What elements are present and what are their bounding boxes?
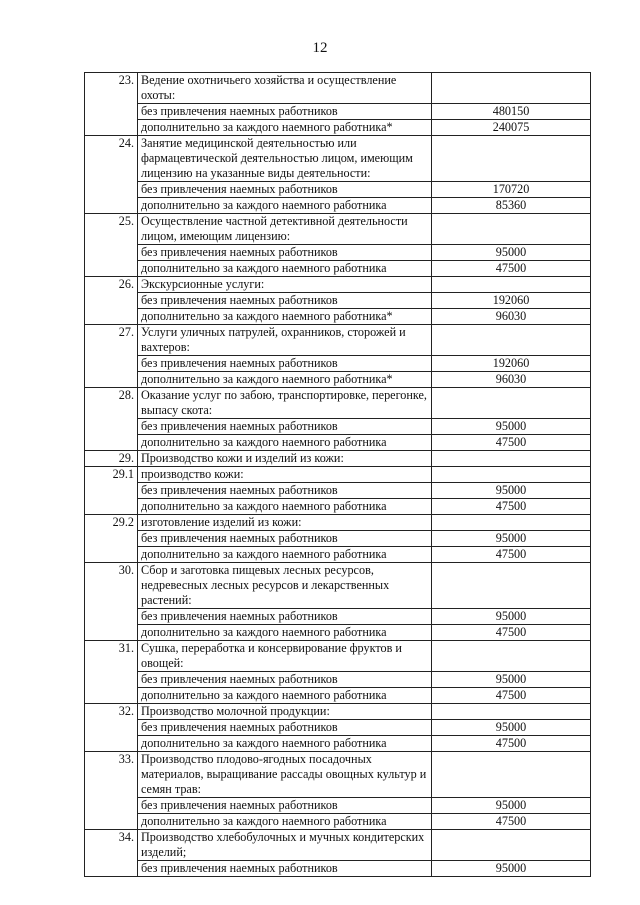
rate-value: 95000 [432, 672, 591, 688]
table-row [85, 104, 591, 120]
rate-value: 95000 [432, 798, 591, 814]
table-row [85, 309, 591, 325]
rate-condition: дополнительно за каждого наемного работника [138, 261, 432, 277]
table-row [85, 814, 591, 830]
activity-description: производство кожи: [138, 467, 432, 483]
rate-value: 192060 [432, 293, 591, 309]
rate-value: 96030 [432, 309, 591, 325]
rate-value: 47500 [432, 736, 591, 752]
rate-condition: без привлечения наемных работников [138, 293, 432, 309]
table-row [85, 672, 591, 688]
rate-value-empty [432, 73, 591, 104]
rate-value: 240075 [432, 120, 591, 136]
rate-condition: дополнительно за каждого наемного работника* [138, 372, 432, 388]
table-row [85, 73, 591, 104]
table-body [85, 73, 591, 877]
rate-value: 47500 [432, 499, 591, 515]
rate-value-empty [432, 467, 591, 483]
activity-description: Осуществление частной детективной деятельности лицом, имеющим лицензию: [138, 214, 432, 245]
table-row [85, 372, 591, 388]
table-row [85, 704, 591, 720]
rate-condition: без привлечения наемных работников [138, 104, 432, 120]
rate-condition: дополнительно за каждого наемного работника [138, 547, 432, 563]
rate-condition: без привлечения наемных работников [138, 245, 432, 261]
rate-value: 95000 [432, 720, 591, 736]
rate-condition: без привлечения наемных работников [138, 483, 432, 499]
item-number: 23. [85, 73, 138, 136]
rate-value-empty [432, 704, 591, 720]
table-row [85, 198, 591, 214]
table-row [85, 467, 591, 483]
table-row [85, 531, 591, 547]
rate-condition: дополнительно за каждого наемного работника [138, 736, 432, 752]
rate-condition: дополнительно за каждого наемного работника [138, 198, 432, 214]
rate-value: 192060 [432, 356, 591, 372]
table-row [85, 752, 591, 798]
table-row [85, 736, 591, 752]
rate-condition: дополнительно за каждого наемного работника [138, 435, 432, 451]
rate-value-empty [432, 214, 591, 245]
table-row [85, 547, 591, 563]
rate-condition: без привлечения наемных работников [138, 861, 432, 877]
table-row [85, 483, 591, 499]
rate-condition: дополнительно за каждого наемного работника* [138, 309, 432, 325]
table-row [85, 688, 591, 704]
table-row [85, 798, 591, 814]
item-number: 32. [85, 704, 138, 752]
table-row [85, 720, 591, 736]
rate-value-empty [432, 325, 591, 356]
rate-value: 95000 [432, 483, 591, 499]
rate-condition: дополнительно за каждого наемного работника [138, 688, 432, 704]
rate-value: 95000 [432, 861, 591, 877]
table-row [85, 830, 591, 861]
rate-value: 95000 [432, 609, 591, 625]
table-row [85, 325, 591, 356]
table-row [85, 625, 591, 641]
activity-description: Производство плодово-ягодных посадочных материалов, выращивание рассады овощных культур и семян трав: [138, 752, 432, 798]
activity-description: Сбор и заготовка пищевых лесных ресурсов, недревесных лесных ресурсов и лекарственных растений: [138, 563, 432, 609]
item-number: 34. [85, 830, 138, 877]
table-row [85, 214, 591, 245]
rate-condition: дополнительно за каждого наемного работника [138, 625, 432, 641]
rate-condition: дополнительно за каждого наемного работника [138, 814, 432, 830]
rate-value-empty [432, 388, 591, 419]
table-row [85, 182, 591, 198]
item-number: 26. [85, 277, 138, 325]
table-row [85, 293, 591, 309]
table-row [85, 515, 591, 531]
rate-condition: без привлечения наемных работников [138, 720, 432, 736]
rate-value: 47500 [432, 625, 591, 641]
table-row [85, 120, 591, 136]
activity-description: Сушка, переработка и консервирование фруктов и овощей: [138, 641, 432, 672]
table-row [85, 435, 591, 451]
activity-description: Занятие медицинской деятельностью или фармацевтической деятельностью лицом, имеющим лицензию на указанные виды деятельности: [138, 136, 432, 182]
rate-value: 47500 [432, 814, 591, 830]
rate-condition: без привлечения наемных работников [138, 182, 432, 198]
rate-value: 170720 [432, 182, 591, 198]
tax-rate-table [84, 72, 591, 877]
table-row [85, 356, 591, 372]
item-number: 31. [85, 641, 138, 704]
rate-value-empty [432, 752, 591, 798]
table-row [85, 388, 591, 419]
activity-description: Ведение охотничьего хозяйства и осуществление охоты: [138, 73, 432, 104]
item-number: 30. [85, 563, 138, 641]
rate-value-empty [432, 277, 591, 293]
rate-value: 95000 [432, 245, 591, 261]
table-row [85, 563, 591, 609]
item-number: 24. [85, 136, 138, 214]
item-number: 28. [85, 388, 138, 451]
activity-description: Экскурсионные услуги: [138, 277, 432, 293]
rate-value-empty [432, 515, 591, 531]
rate-condition: дополнительно за каждого наемного работника* [138, 120, 432, 136]
rate-value: 47500 [432, 261, 591, 277]
rate-condition: без привлечения наемных работников [138, 609, 432, 625]
item-number: 29.2 [85, 515, 138, 563]
rate-value: 85360 [432, 198, 591, 214]
table-row [85, 451, 591, 467]
item-number: 25. [85, 214, 138, 277]
table-row [85, 277, 591, 293]
activity-description: изготовление изделий из кожи: [138, 515, 432, 531]
table-row [85, 245, 591, 261]
item-number: 29.1 [85, 467, 138, 515]
activity-description: Услуги уличных патрулей, охранников, сторожей и вахтеров: [138, 325, 432, 356]
activity-description: Оказание услуг по забою, транспортировке, перегонке, выпасу скота: [138, 388, 432, 419]
table-row [85, 609, 591, 625]
table-row [85, 419, 591, 435]
table-row [85, 861, 591, 877]
item-number: 29. [85, 451, 138, 467]
rate-value-empty [432, 830, 591, 861]
page-number: 12 [312, 40, 328, 56]
rate-value-empty [432, 451, 591, 467]
activity-description: Производство кожи и изделий из кожи: [138, 451, 432, 467]
rate-condition: без привлечения наемных работников [138, 356, 432, 372]
rate-condition: без привлечения наемных работников [138, 531, 432, 547]
item-number: 27. [85, 325, 138, 388]
rate-condition: без привлечения наемных работников [138, 419, 432, 435]
rate-value: 95000 [432, 419, 591, 435]
rate-value: 95000 [432, 531, 591, 547]
table-row [85, 499, 591, 515]
rate-value: 47500 [432, 547, 591, 563]
item-number: 33. [85, 752, 138, 830]
table-row [85, 641, 591, 672]
rate-value: 47500 [432, 688, 591, 704]
rate-value-empty [432, 641, 591, 672]
rate-condition: без привлечения наемных работников [138, 798, 432, 814]
rate-value: 480150 [432, 104, 591, 120]
rate-value-empty [432, 136, 591, 182]
table-row [85, 136, 591, 182]
rate-value-empty [432, 563, 591, 609]
rate-condition: без привлечения наемных работников [138, 672, 432, 688]
activity-description: Производство хлебобулочных и мучных кондитерских изделий; [138, 830, 432, 861]
rate-value: 96030 [432, 372, 591, 388]
table-row [85, 261, 591, 277]
activity-description: Производство молочной продукции: [138, 704, 432, 720]
rate-condition: дополнительно за каждого наемного работника [138, 499, 432, 515]
rate-value: 47500 [432, 435, 591, 451]
